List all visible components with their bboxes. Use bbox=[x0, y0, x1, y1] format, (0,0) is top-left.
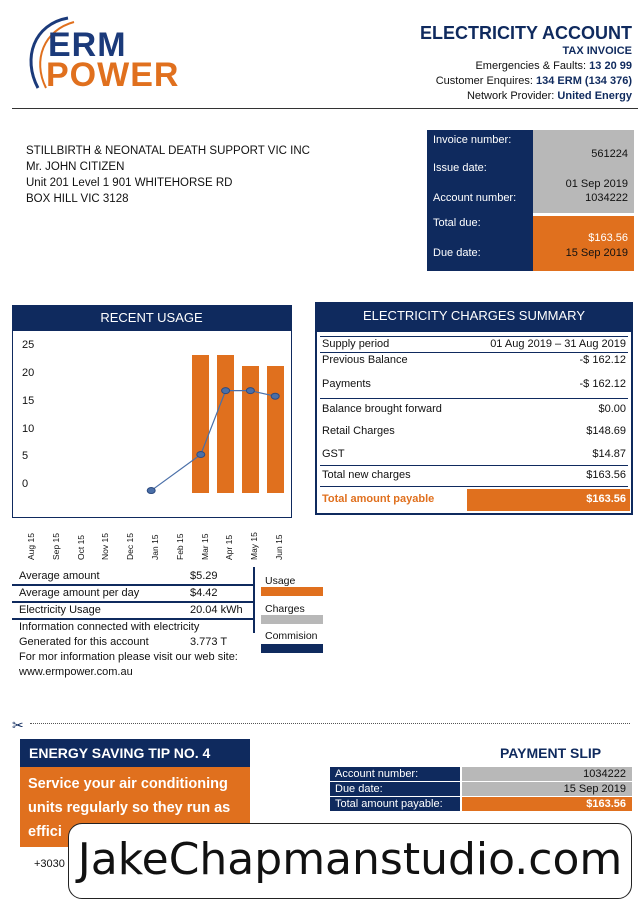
usage-point bbox=[222, 388, 230, 394]
x-tick-label: Jun 15 bbox=[274, 534, 284, 560]
info-line: Information connected with electricity bbox=[19, 621, 200, 633]
summary-divider bbox=[320, 336, 628, 337]
scissors-icon: ✂ bbox=[12, 717, 24, 733]
stats-vertical-divider bbox=[253, 567, 255, 633]
summary-divider bbox=[320, 465, 628, 466]
emergencies-line: Emergencies & Faults: 13 20 99 bbox=[475, 60, 632, 72]
cut-line bbox=[30, 723, 630, 724]
usage-line bbox=[151, 391, 275, 491]
avg-per-day-value: $4.42 bbox=[190, 587, 218, 599]
legend-charges-swatch bbox=[261, 615, 323, 624]
legend-usage-label: Usage bbox=[265, 575, 296, 587]
total-due-label: Total due: bbox=[433, 217, 481, 229]
x-tick-label: Mar 15 bbox=[199, 533, 210, 560]
usage-point bbox=[147, 488, 155, 494]
logo-power-text: POWER bbox=[46, 56, 180, 94]
legend-usage-swatch bbox=[261, 587, 323, 596]
issue-date-label: Issue date: bbox=[433, 162, 487, 174]
total-payable-label: Total amount payable bbox=[322, 493, 435, 505]
x-tick-label: Aug 15 bbox=[26, 533, 36, 560]
tip-phone: +3030 bbox=[34, 858, 65, 870]
stats-divider bbox=[12, 584, 253, 586]
y-tick-label: 0 bbox=[22, 478, 29, 490]
legend-commision-label: Commision bbox=[265, 630, 318, 642]
legend-commision-swatch bbox=[261, 644, 323, 653]
x-tick-label: Dec 15 bbox=[125, 533, 136, 560]
watermark-banner: JakeChapmanstudio.com bbox=[68, 823, 632, 899]
generated-value: 3.773 T bbox=[190, 636, 228, 648]
x-tick-label: May 15 bbox=[249, 532, 260, 560]
payment-slip-total-row: Total amount payable: $163.56 bbox=[330, 797, 632, 811]
summary-divider bbox=[320, 352, 628, 353]
y-tick-label: 25 bbox=[22, 339, 35, 352]
tip-body: Service your air conditioning units regularly so they run as effici bbox=[20, 767, 250, 847]
y-tick-label: 10 bbox=[22, 422, 35, 435]
logo-erm-text: ERM bbox=[48, 26, 127, 64]
x-tick-label: Apr 15 bbox=[224, 534, 235, 560]
due-date: 15 Sep 2019 bbox=[565, 247, 628, 259]
total-payable-value: $163.56 bbox=[586, 493, 626, 505]
due-date-label: Due date: bbox=[433, 247, 481, 259]
address-line: BOX HILL VIC 3128 bbox=[26, 193, 129, 205]
supply-period-label: Supply period bbox=[322, 338, 390, 350]
avg-amount-value: $5.29 bbox=[190, 570, 218, 582]
website-link[interactable]: www.ermpower.com.au bbox=[19, 666, 133, 678]
legend-charges-label: Charges bbox=[265, 603, 305, 615]
address-line: Mr. JOHN CITIZEN bbox=[26, 161, 125, 173]
x-tick-label: Nov 15 bbox=[100, 533, 111, 560]
stats-divider bbox=[12, 618, 253, 620]
supply-period-value: 01 Aug 2019 – 31 Aug 2019 bbox=[490, 338, 626, 350]
address-line: Unit 201 Level 1 901 WHITEHORSE RD bbox=[26, 177, 233, 189]
summary-divider bbox=[320, 398, 628, 399]
payment-slip-title: PAYMENT SLIP bbox=[500, 745, 602, 761]
emergencies-number: 13 20 99 bbox=[589, 60, 632, 72]
y-tick-label: 15 bbox=[22, 394, 35, 407]
x-tick-label: Feb 15 bbox=[174, 533, 185, 560]
payment-slip-row: Account number: 1034222 bbox=[330, 767, 632, 781]
x-tick-label: Sep 15 bbox=[50, 533, 61, 560]
y-tick-label: 5 bbox=[22, 450, 29, 463]
total-due: $163.56 bbox=[588, 232, 628, 244]
address-line: STILLBIRTH & NEONATAL DEATH SUPPORT VIC INC bbox=[26, 145, 310, 157]
enquiries-line: Customer Enquires: 134 ERM (134 376) bbox=[435, 75, 632, 87]
network-line: Network Provider: United Energy bbox=[466, 90, 632, 102]
payment-slip-row: Due date: 15 Sep 2019 bbox=[330, 782, 632, 796]
usage-point bbox=[271, 393, 279, 399]
enquiries-number: 134 ERM (134 376) bbox=[536, 75, 632, 87]
generated-label: Generated for this account bbox=[19, 636, 149, 648]
charges-summary-title: ELECTRICITY CHARGES SUMMARY bbox=[315, 302, 633, 332]
x-tick-label: Oct 15 bbox=[75, 534, 86, 560]
usage-point bbox=[197, 451, 205, 457]
issue-date: 01 Sep 2019 bbox=[565, 178, 628, 190]
network-provider: United Energy bbox=[557, 90, 632, 102]
usage-point bbox=[246, 388, 254, 394]
tip-heading: ENERGY SAVING TIP NO. 4 bbox=[20, 739, 250, 767]
avg-per-day-label: Average amount per day bbox=[19, 587, 140, 599]
x-tick-label: Jan 15 bbox=[150, 534, 160, 560]
invoice-number-label: Invoice number: bbox=[433, 134, 512, 146]
account-number: 1034222 bbox=[585, 192, 628, 204]
usage-value: 20.04 kWh bbox=[190, 604, 243, 616]
account-number-label: Account number: bbox=[433, 192, 517, 204]
usage-label: Electricity Usage bbox=[19, 604, 101, 616]
invoice-number: 561224 bbox=[591, 148, 628, 160]
y-tick-label: 20 bbox=[22, 367, 35, 379]
more-info-text: For mor information please visit our web site: bbox=[19, 651, 238, 663]
avg-amount-label: Average amount bbox=[19, 570, 100, 582]
tax-invoice-label: TAX INVOICE bbox=[562, 45, 632, 57]
summary-divider bbox=[320, 486, 628, 487]
recent-usage-title: RECENT USAGE bbox=[12, 305, 291, 331]
stats-divider bbox=[12, 601, 253, 603]
page-title: ELECTRICITY ACCOUNT bbox=[419, 23, 632, 43]
